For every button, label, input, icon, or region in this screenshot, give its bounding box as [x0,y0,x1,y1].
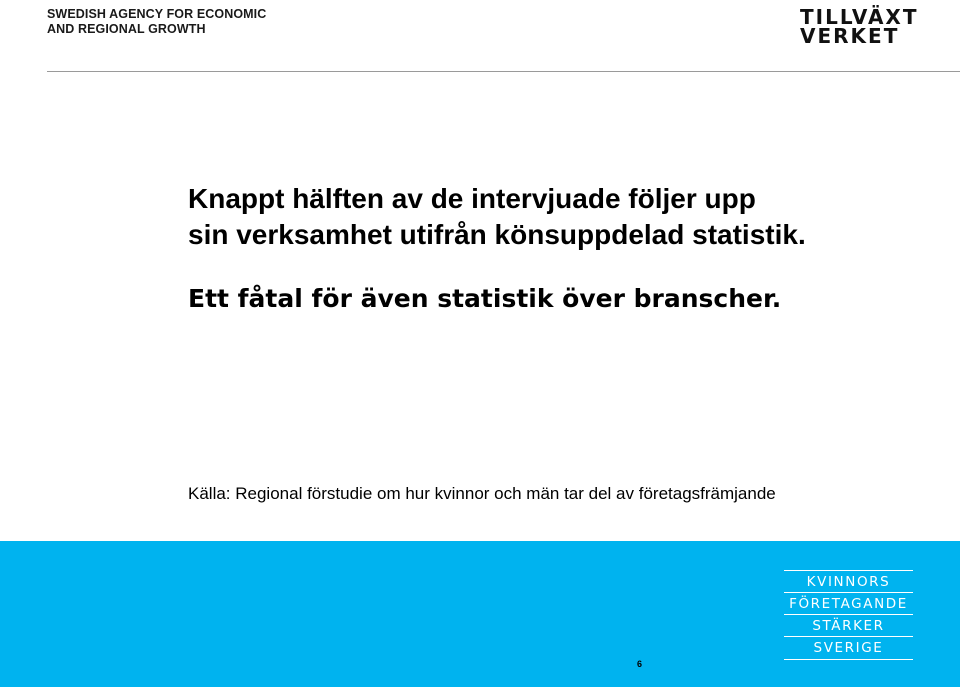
agency-name [47,7,266,37]
agency-name-line2: AND REGIONAL GROWTH [47,22,206,36]
campaign-word-2: FÖRETAGANDE [784,592,913,615]
slide-title-line2: sin verksamhet utifrån könsuppdelad statistik. [188,219,806,250]
slide-title [188,181,806,253]
header-divider [47,71,960,72]
source-note: Källa: Regional förstudie om hur kvinnor och män tar del av företagsfrämjande [188,484,776,503]
page-number: 6 [637,659,643,669]
campaign-word-3: STÄRKER [784,614,913,637]
logo-line2: VERKET [800,24,900,48]
slide-title-line1: Knappt hälften av de intervjuade följer upp [188,183,756,214]
agency-name-line1: SWEDISH AGENCY FOR ECONOMIC [47,7,267,21]
tillvaxtverket-logo [800,2,919,48]
campaign-word-4: SVERIGE [784,636,913,659]
campaign-word-1: KVINNORS [784,570,913,593]
slide-subtitle: Ett fåtal för även statistik över branscher. [188,284,782,313]
logo-line1: TILLVÄXT [800,5,919,29]
campaign-logo [784,570,913,661]
campaign-divider [784,659,913,660]
